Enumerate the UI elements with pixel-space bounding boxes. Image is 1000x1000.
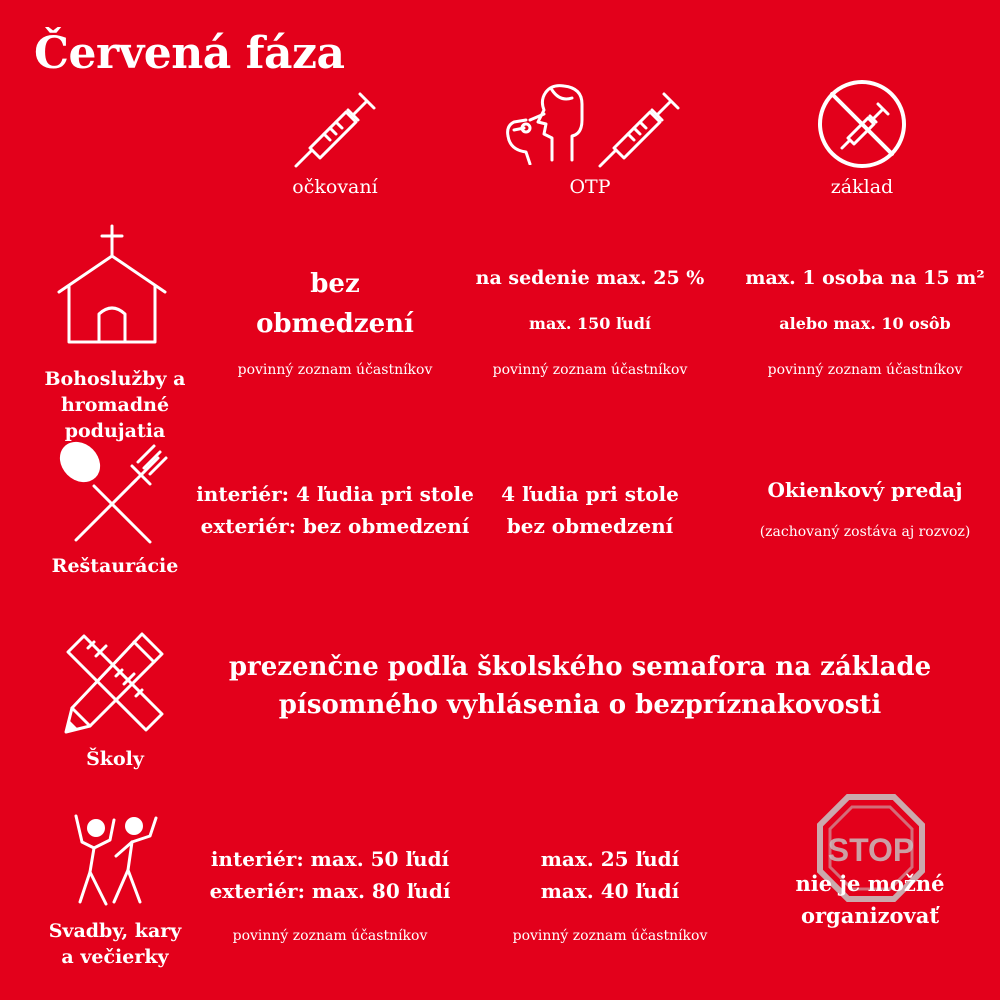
restaurants-vaccinated-line1: interiér: 4 ľudia pri stole: [196, 482, 474, 506]
schools-text-line2: písomného vyhlásenia o bezpríznakovosti: [278, 690, 882, 720]
column-header-basic: základ: [830, 176, 894, 198]
restaurants-basic-note: (zachovaný zostáva aj rozvoz): [759, 524, 971, 540]
syringe-icon: [594, 82, 686, 172]
column-header-otp: OTP: [569, 176, 611, 198]
nasal-swab-test-icon: [500, 80, 590, 165]
row-label-worship-line2: hromadné podujatia: [60, 394, 170, 442]
weddings-basic-line1: nie je možné: [795, 871, 945, 896]
weddings-vaccinated-note: povinný zoznam účastníkov: [232, 928, 428, 944]
page-title: Červená fáza: [34, 28, 345, 79]
worship-otp-line2: max. 150 ľudí: [529, 314, 651, 333]
restaurants-basic-line1: Okienkový predaj: [767, 478, 963, 502]
column-header-vaccinated: očkovaní: [292, 176, 378, 198]
worship-otp-note: povinný zoznam účastníkov: [492, 362, 688, 378]
row-label-restaurants: Reštaurácie: [51, 555, 179, 577]
worship-vaccinated-note: povinný zoznam účastníkov: [237, 362, 433, 378]
syringe-icon: [290, 82, 382, 172]
worship-vaccinated-line1: bez: [310, 269, 360, 299]
restaurants-otp-line1: 4 ľudia pri stole: [501, 482, 679, 506]
row-label-weddings-line2: a večierky: [61, 946, 169, 968]
stop-sign-text: STOP: [827, 832, 915, 868]
weddings-basic-line2: organizovať: [800, 903, 940, 928]
no-vaccine-icon: [816, 78, 908, 170]
weddings-vaccinated-line2: exteriér: max. 80 ľudí: [209, 879, 451, 903]
church-icon: [55, 222, 170, 347]
worship-basic-line2: alebo max. 10 osôb: [779, 314, 951, 333]
row-label-schools: Školy: [86, 748, 144, 770]
restaurants-otp-line2: bez obmedzení: [506, 514, 674, 538]
fork-spoon-icon: [58, 440, 170, 550]
worship-basic-line1: max. 1 osoba na 15 m²: [745, 267, 985, 289]
worship-vaccinated-line2: obmedzení: [256, 309, 414, 339]
dancing-people-icon: [66, 812, 162, 908]
schools-text-line1: prezenčne podľa školského semafora na základe: [228, 652, 932, 682]
weddings-vaccinated-line1: interiér: max. 50 ľudí: [210, 847, 450, 871]
weddings-otp-note: povinný zoznam účastníkov: [512, 928, 708, 944]
pencil-ruler-icon: [60, 628, 170, 738]
row-label-weddings-line1: Svadby, kary: [48, 920, 182, 942]
restaurants-vaccinated-line2: exteriér: bez obmedzení: [200, 514, 470, 538]
weddings-otp-line1: max. 25 ľudí: [540, 847, 680, 871]
row-label-worship-line1: Bohoslužby a: [44, 368, 186, 390]
worship-otp-line1: na sedenie max. 25 %: [475, 267, 705, 289]
worship-basic-note: povinný zoznam účastníkov: [767, 362, 963, 378]
weddings-otp-line2: max. 40 ľudí: [540, 879, 680, 903]
